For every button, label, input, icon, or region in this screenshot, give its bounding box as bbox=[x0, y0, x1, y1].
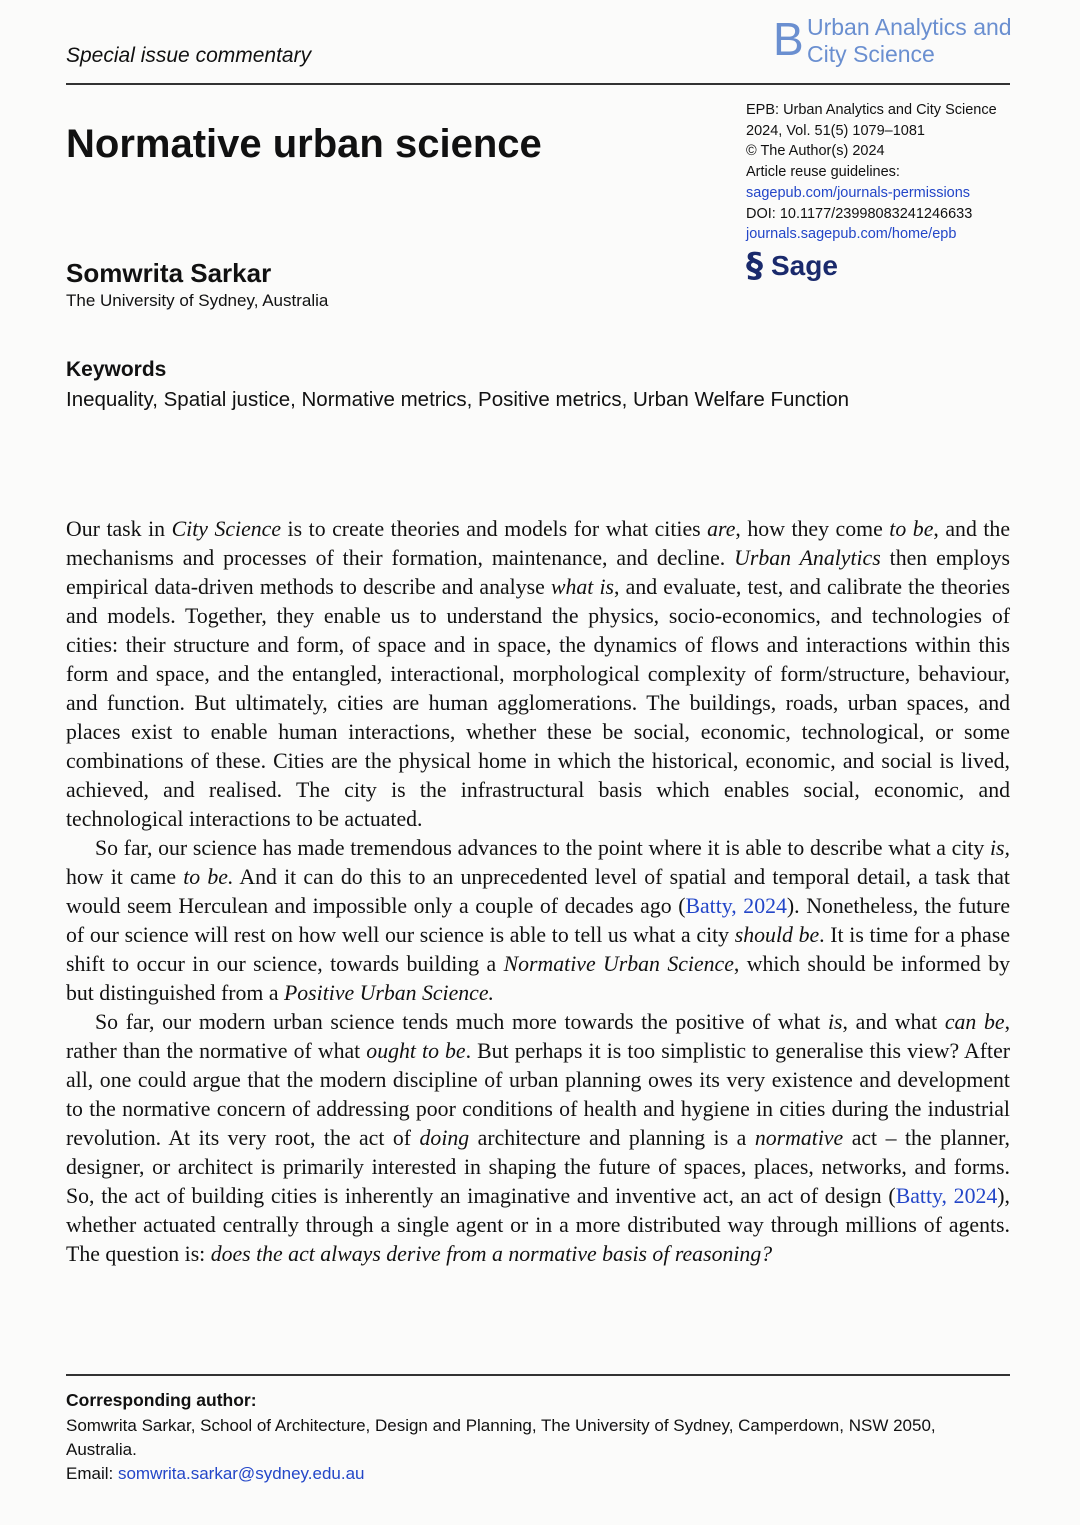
emphasis-text: are bbox=[707, 517, 736, 541]
journal-logo bbox=[773, 14, 1013, 74]
footnote-divider bbox=[66, 1374, 1010, 1376]
publisher-logo bbox=[746, 246, 838, 286]
keywords-list: Inequality, Spatial justice, Normative metrics, Positive metrics, Urban Welfare Function bbox=[66, 388, 850, 411]
author-affiliation: The University of Sydney, Australia bbox=[66, 291, 329, 310]
volume-info: 2024, Vol. 51(5) 1079–1081 bbox=[746, 122, 925, 139]
citation-link[interactable]: Batty, 2024 bbox=[685, 894, 787, 918]
journal-home-link[interactable]: journals.sagepub.com/home/epb bbox=[746, 226, 957, 243]
emphasis-text: City Science bbox=[171, 517, 282, 541]
corresponding-heading: Corresponding author: bbox=[66, 1390, 257, 1410]
email-line bbox=[66, 1462, 1010, 1486]
emphasis-text: should be bbox=[734, 923, 820, 947]
article-type-label: Special issue commentary bbox=[66, 44, 312, 67]
corresponding-address: Somwrita Sarkar, School of Architecture, Design and Planning, The University of Sydney, Camperdown, NSW 2050, Australia. bbox=[66, 1416, 936, 1459]
journal-logo-letter: B bbox=[773, 13, 804, 65]
journal-logo-text bbox=[807, 14, 1012, 68]
emphasis-text: is bbox=[827, 1010, 843, 1034]
copyright: © The Author(s) 2024 bbox=[746, 143, 885, 160]
article-title: Normative urban science bbox=[66, 122, 542, 166]
publication-metadata bbox=[746, 100, 997, 245]
reuse-label: Article reuse guidelines: bbox=[746, 164, 900, 181]
sage-s-icon: § bbox=[746, 246, 763, 286]
journal-name: EPB: Urban Analytics and City Science bbox=[746, 102, 997, 118]
emphasis-text: doing bbox=[419, 1126, 470, 1150]
emphasis-text: to be. bbox=[183, 865, 234, 889]
emphasis-text: does the act always derive from a normative basis of reasoning? bbox=[210, 1242, 773, 1266]
emphasis-text: ought to be bbox=[366, 1039, 466, 1063]
emphasis-text: Normative Urban Science bbox=[503, 952, 734, 976]
journal-logo-line1: Urban Analytics and bbox=[807, 14, 1012, 40]
journal-logo-line2: City Science bbox=[807, 41, 935, 67]
header-divider bbox=[66, 83, 1010, 85]
body-paragraph-1: Our task in City Science is to create theories and models for what cities are, how they come to be, and the mechanisms and processes of their formation, maintenance, and decline. Urban Analytics then employs empirical data-driven methods to describe and analyse what is, and evaluate, test, and calibrate the theories and models. Together, they enable us to understand the physics, socio-economics, and technologies of cities: their structure and form, of space and in space, the dynamics of flows and interactions within this form and space, and the entangled, interactional, morphological complexity of form/structure, behaviour, and function. But ultimately, cities are human agglomerations. The buildings, roads, urban spaces, and places exist to enable human interactions, whether these be social, economic, technological, or some combinations of these. Cities are the physical home in which the historical, economic, and social is lived, achieved, and realised. The city is the infrastructural basis which enables social, economic, and technological interactions to be actuated. bbox=[66, 517, 1011, 831]
emphasis-text: normative bbox=[754, 1126, 844, 1150]
emphasis-text: Urban Analytics bbox=[734, 546, 881, 570]
citation-link[interactable]: Batty, 2024 bbox=[895, 1184, 998, 1208]
body-paragraph-2: So far, our science has made tremendous advances to the point where it is able to describe what a city is, how it came to be. And it can do this to an unprecedented level of spatial and temporal detail, a task that would seem Herculean and impossible only a couple of decades ago (Batty, 2024). Nonetheless, the future of our science will rest on how well our science is able to tell us what a city should be. It is time for a phase shift to occur in our science, towards building a Normative Urban Science, which should be informed by but distinguished from a Positive Urban Science. bbox=[66, 836, 1010, 1005]
emphasis-text: to be bbox=[889, 517, 934, 541]
email-label: Email: bbox=[66, 1464, 118, 1483]
keywords-heading: Keywords bbox=[66, 358, 167, 381]
corresponding-details bbox=[66, 1414, 1010, 1486]
emphasis-text: is, bbox=[990, 836, 1010, 860]
body-paragraph-3: So far, our modern urban science tends much more towards the positive of what is, and what can be, rather than the normative of what ought to be. But perhaps it is too simplistic to generalise this view? After all, one could argue that the modern discipline of urban planning owes its very existence and development to the normative concern of addressing poor conditions of health and hygiene in cities during the industrial revolution. At its very root, the act of doing architecture and planning is a normative act – the planner, designer, or architect is primarily interested in shaping the future of spaces, places, networks, and forms. So, the act of building cities is inherently an imaginative and inventive act, an act of design (Batty, 2024), whether actuated centrally through a single agent or in a more distributed way through millions of agents. The question is: does the act always derive from a normative basis of reasoning? bbox=[66, 1010, 1011, 1266]
author-name: Somwrita Sarkar bbox=[66, 258, 272, 288]
publisher-name: Sage bbox=[771, 250, 838, 281]
doi: DOI: 10.1177/23998083241246633 bbox=[746, 205, 973, 222]
emphasis-text: what is bbox=[550, 575, 615, 599]
emphasis-text: Positive Urban Science. bbox=[283, 981, 494, 1005]
email-link[interactable]: somwrita.sarkar@sydney.edu.au bbox=[117, 1464, 365, 1483]
article-body bbox=[66, 515, 1010, 1269]
emphasis-text: can be bbox=[944, 1010, 1005, 1034]
reuse-link[interactable]: sagepub.com/journals-permissions bbox=[746, 184, 971, 201]
